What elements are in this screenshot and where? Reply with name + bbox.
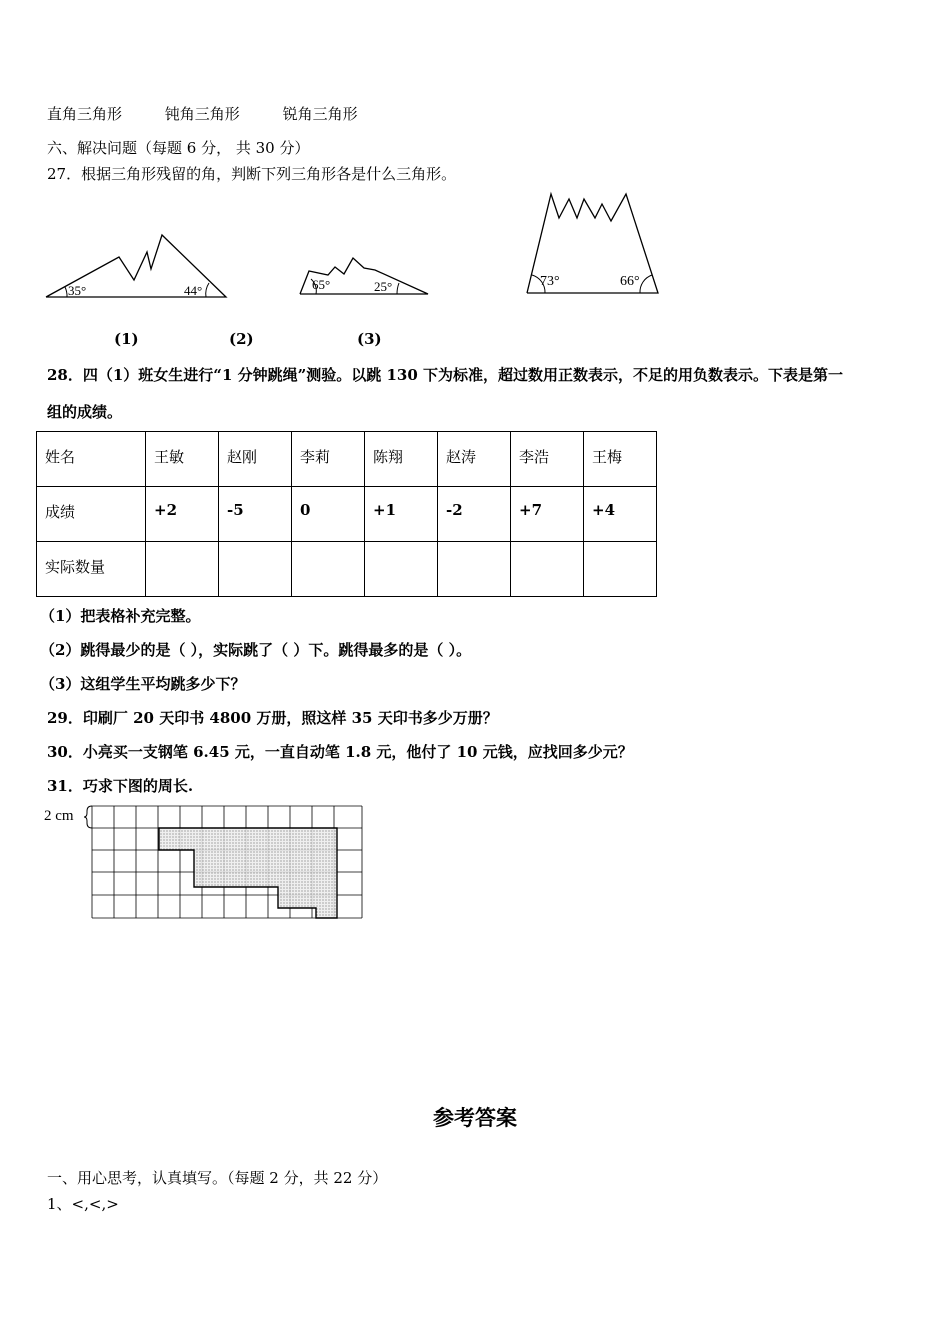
scale-label: 2 cm <box>44 808 74 824</box>
figure-caption-3: (3) <box>357 330 382 348</box>
angle-label: 25° <box>374 279 393 294</box>
option-obtuse-triangle: 钝角三角形 <box>164 105 240 123</box>
table-cell-empty <box>292 542 365 597</box>
table-cell-empty <box>146 542 219 597</box>
question-27-text: 27．根据三角形残留的角，判断下列三角形各是什么三角形。 <box>47 165 457 183</box>
table-cell-empty <box>584 542 657 597</box>
question-28-sub-1: （1）把表格补充完整。 <box>40 607 201 625</box>
triangle-figure-3 <box>524 189 664 297</box>
perimeter-grid-figure <box>40 800 370 922</box>
table-cell-empty <box>365 542 438 597</box>
table-cell: +2 <box>146 487 219 542</box>
table-cell: +1 <box>365 487 438 542</box>
figure-caption-2: (2) <box>229 330 254 348</box>
table-cell: 王梅 <box>584 432 657 487</box>
answer-section-1-heading: 一、用心思考，认真填写。（每题 2 分，共 22 分） <box>47 1169 388 1187</box>
table-row-names <box>37 432 657 487</box>
triangle-type-options <box>47 103 396 124</box>
option-right-triangle: 直角三角形 <box>47 105 123 123</box>
angle-label: 35° <box>68 283 87 298</box>
table-row-header: 实际数量 <box>37 542 146 597</box>
table-row-scores <box>37 487 657 542</box>
triangle-figure-1 <box>44 228 230 302</box>
angle-label: 73° <box>540 274 560 289</box>
option-acute-triangle: 锐角三角形 <box>282 105 358 123</box>
table-cell: 陈翔 <box>365 432 438 487</box>
table-cell: -2 <box>438 487 511 542</box>
table-row-header: 姓名 <box>37 432 146 487</box>
score-table <box>36 431 657 597</box>
angle-label: 65° <box>312 277 331 292</box>
table-cell: 李浩 <box>511 432 584 487</box>
table-cell: 赵涛 <box>438 432 511 487</box>
triangle-figure-2 <box>297 253 431 297</box>
question-29-text: 29．印刷厂 20 天印书 4800 万册，照这样 35 天印书多少万册？ <box>47 709 498 727</box>
answer-1: 1、<,<,> <box>47 1195 119 1213</box>
table-cell: +4 <box>584 487 657 542</box>
table-cell: 赵刚 <box>219 432 292 487</box>
table-cell-empty <box>219 542 292 597</box>
answer-title: 参考答案 <box>433 1105 517 1130</box>
table-row-actual <box>37 542 657 597</box>
question-28-sub-3: （3）这组学生平均跳多少下？ <box>40 675 246 693</box>
section-6-heading: 六、解决问题（每题 6 分， 共 30 分） <box>47 139 310 157</box>
table-cell: -5 <box>219 487 292 542</box>
table-cell: 0 <box>292 487 365 542</box>
table-cell: 李莉 <box>292 432 365 487</box>
question-28-line-1: 28．四（1）班女生进行“1 分钟跳绳”测验。以跳 130 下为标准，超过数用正数表示，不足的用负数表示。下表是第一 <box>47 366 843 384</box>
question-28-line-2: 组的成绩。 <box>47 403 123 421</box>
table-cell-empty <box>438 542 511 597</box>
table-cell: +7 <box>511 487 584 542</box>
table-cell: 王敏 <box>146 432 219 487</box>
question-28-sub-2: （2）跳得最少的是（ ），实际跳了（ ）下。跳得最多的是（ ）。 <box>40 641 472 659</box>
angle-label: 44° <box>184 283 203 298</box>
question-30-text: 30．小亮买一支钢笔 6.45 元，一直自动笔 1.8 元，他付了 10 元钱，应找回多少元？ <box>47 743 633 761</box>
table-cell-empty <box>511 542 584 597</box>
figure-caption-1: (1) <box>114 330 139 348</box>
table-row-header: 成绩 <box>37 487 146 542</box>
question-31-text: 31．巧求下图的周长. <box>47 777 194 795</box>
angle-label: 66° <box>620 274 640 289</box>
